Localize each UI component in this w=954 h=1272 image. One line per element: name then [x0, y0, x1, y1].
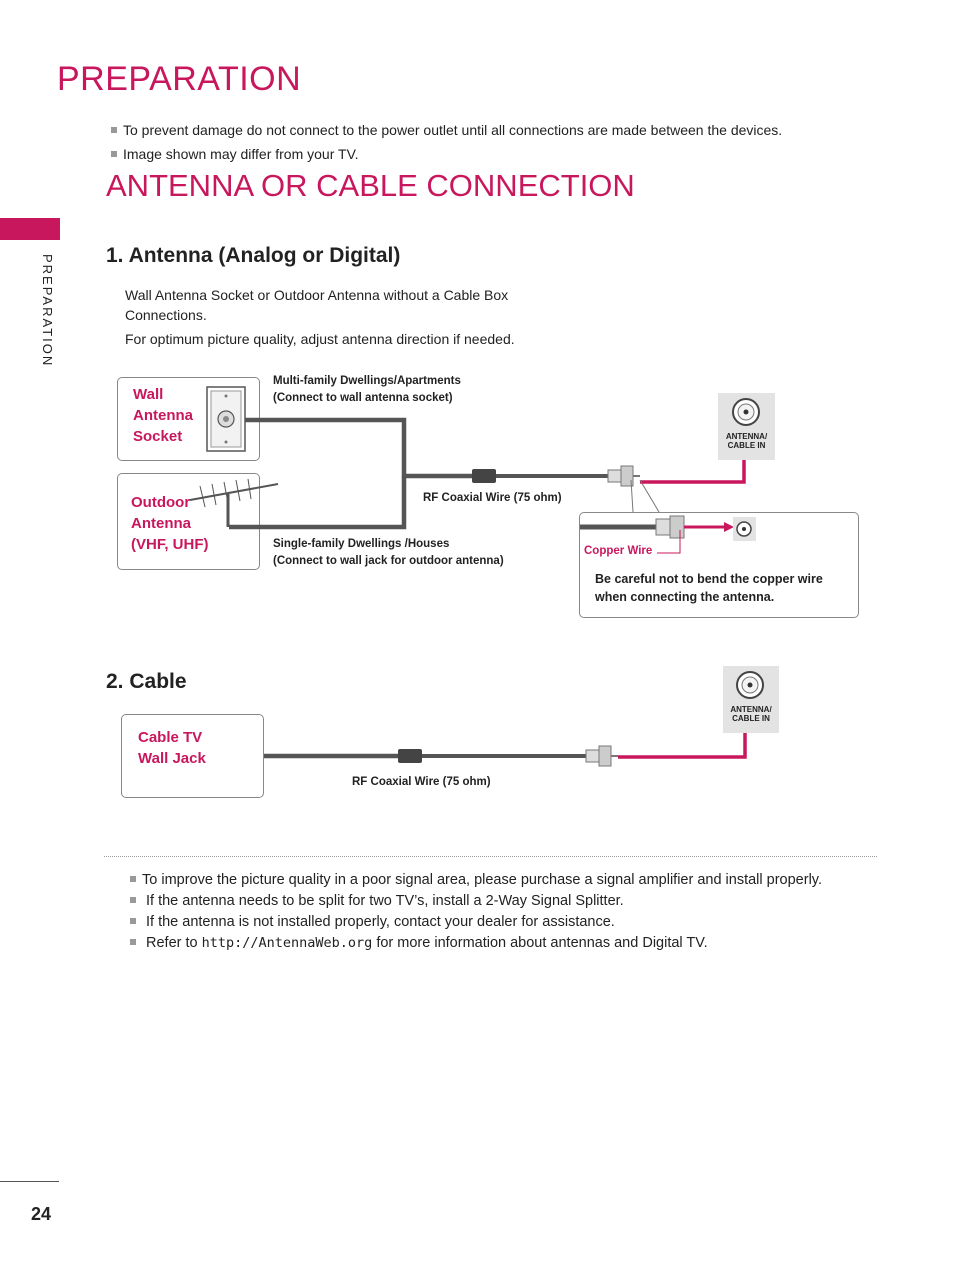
bullet-square-icon	[130, 939, 136, 945]
f-connector-icon	[608, 466, 640, 486]
note-item: To improve the picture quality in a poor signal area, please purchase a signal amplifier and install properly.	[130, 870, 822, 891]
antenna-description: Wall Antenna Socket or Outdoor Antenna without a Cable Box Connections. For optimum picture quality, adjust antenna direction if needed.	[125, 287, 515, 347]
antennaweb-link[interactable]: http://AntennaWeb.org	[201, 935, 373, 951]
footer-rule	[0, 1181, 59, 1182]
zoom-port-icon	[733, 517, 756, 541]
antenna-port-label: ANTENNA/ CABLE IN	[725, 432, 768, 450]
page-number: 24	[31, 1204, 52, 1224]
note-item: If the antenna is not installed properly, contact your dealer for assistance.	[130, 912, 822, 933]
bullet-square-icon	[130, 897, 136, 903]
note-item: If the antenna needs to be split for two TV’s, install a 2-Way Signal Splitter.	[130, 891, 822, 912]
page-title: PREPARATION	[57, 60, 302, 98]
wall-socket-icon	[207, 387, 245, 451]
outdoor-antenna-label: Outdoor Antenna (VHF, UHF)	[131, 494, 209, 553]
f-connector-icon	[586, 746, 618, 766]
cable-port-label: ANTENNA/ CABLE IN	[730, 705, 772, 723]
caution-text: Be careful not to bend the copper wire when connecting the antenna.	[595, 572, 823, 604]
bullet-square-icon	[130, 918, 136, 924]
intro-bullet: To prevent damage do not connect to the power outlet until all connections are made between the devices.	[111, 118, 782, 142]
bullet-square-icon	[130, 876, 136, 882]
wall-antenna-socket-label: Wall Antenna Socket	[133, 386, 193, 445]
intro-bullet: Image shown may differ from your TV.	[111, 142, 782, 166]
notes-list	[130, 870, 822, 954]
multi-family-note: Multi-family Dwellings/Apartments (Connect to wall antenna socket)	[273, 375, 461, 404]
section-title: ANTENNA OR CABLE CONNECTION	[106, 168, 635, 203]
section-divider	[104, 856, 877, 857]
antenna-heading: 1. Antenna (Analog or Digital)	[106, 244, 401, 267]
cable-heading: 2. Cable	[106, 670, 187, 693]
copper-wire-label: Copper Wire	[584, 545, 653, 557]
cable-rf-wire-label: RF Coaxial Wire (75 ohm)	[352, 776, 491, 788]
side-tab-label: PREPARATION	[40, 254, 55, 368]
rf-wire-label: RF Coaxial Wire (75 ohm)	[423, 492, 562, 504]
single-family-note: Single-family Dwellings /Houses (Connect to wall jack for outdoor antenna)	[273, 538, 504, 567]
note-item: Refer to http://AntennaWeb.org for more information about antennas and Digital TV.	[130, 933, 822, 954]
cable-wall-jack-label: Cable TV Wall Jack	[138, 729, 206, 767]
outdoor-antenna-icon	[190, 479, 278, 527]
